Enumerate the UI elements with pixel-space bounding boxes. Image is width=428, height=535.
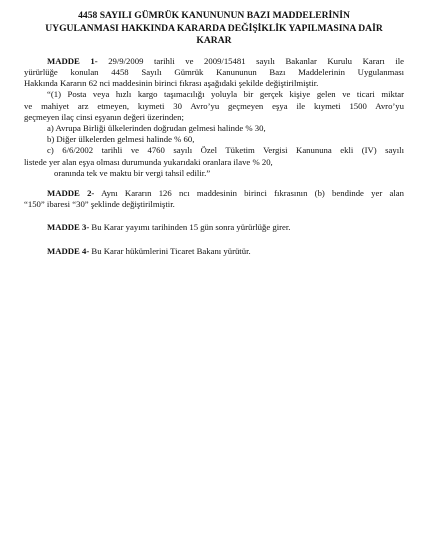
article-1-line-3: Hakkında Kararın 62 nci maddesinin birinci fıkrası aşağıdaki şekilde değiştirilmiştir.	[24, 78, 319, 89]
article-1-quote-line-1: “(1) Posta veya hızlı kargo taşımacılığı yoluyla bir gerçek kişiye gelen ve ticari miktar	[47, 89, 404, 100]
article-2-text-1: Aynı Kararın 126 ncı maddesinin birinci fıkrasının (b) bendinde yer alan	[101, 188, 404, 199]
article-1-quote-line-3: geçmeyen ilaç cinsi eşyanın değeri üzerinden;	[24, 111, 184, 122]
document-title	[24, 10, 404, 48]
article-1-item-b: b) Diğer ülkelerden gelmesi halinde % 60,	[47, 134, 195, 145]
article-3	[24, 222, 404, 233]
article-1-item-a: a) Avrupa Birliği ülkelerinden doğrudan gelmesi halinde % 30,	[47, 123, 266, 133]
title-line-1: 4458 SAYILI GÜMRÜK KANUNUNUN BAZI MADDELERİNİN	[78, 10, 350, 21]
article-2-line-1	[24, 188, 404, 199]
article-3-text: Bu Karar yayımı tarihinden 15 gün sonra yürürlüğe girer.	[91, 222, 291, 233]
article-1	[24, 56, 404, 179]
title-line-2: UYGULANMASI HAKKINDA KARARDA DEĞİŞİKLİK YAPILMASINA DAİR	[45, 22, 383, 34]
article-4-label: MADDE 4-	[47, 245, 90, 256]
article-1-text-1: 29/9/2009 tarihli ve 2009/15481 sayılı Bakanlar Kurulu Kararı ile	[108, 55, 404, 66]
article-3-label: MADDE 3-	[47, 222, 90, 233]
article-2-label: MADDE 2-	[47, 188, 95, 199]
article-4-line-1	[24, 246, 404, 257]
article-1-item-c-line-3: oranında tek ve maktu bir vergi tahsil edilir.”	[54, 167, 211, 178]
article-1-item-c-line-2: listede yer alan eşya olması durumunda yukarıdaki oranlara ilave % 20,	[24, 156, 273, 167]
article-3-line-1	[24, 222, 404, 233]
article-4-text: Bu Karar hükümlerini Ticaret Bakanı yürütür.	[91, 245, 251, 256]
article-1-line-1	[24, 56, 404, 67]
article-4	[24, 246, 404, 257]
article-1-item-c-line-1: c) 6/6/2002 tarihli ve 4760 sayılı Özel Tüketim Vergisi Kanununa ekli (IV) sayılı	[47, 145, 404, 156]
article-2-line-2: “150” ibaresi “30” şeklinde değiştirilmiştir.	[24, 199, 175, 210]
article-1-label: MADDE 1-	[47, 55, 98, 66]
article-1-quote-line-2: ve mahiyet arz etmeyen, kıymeti 30 Avro’yu geçmeyen eşya ile kıymeti 1500 Avro’yu	[24, 100, 404, 111]
title-line-3: KARAR	[196, 35, 232, 47]
article-1-line-2: yürürlüğe konulan 4458 Sayılı Gümrük Kanununun Bazı Maddelerinin Uygulanması	[24, 66, 404, 77]
article-2	[24, 188, 404, 210]
